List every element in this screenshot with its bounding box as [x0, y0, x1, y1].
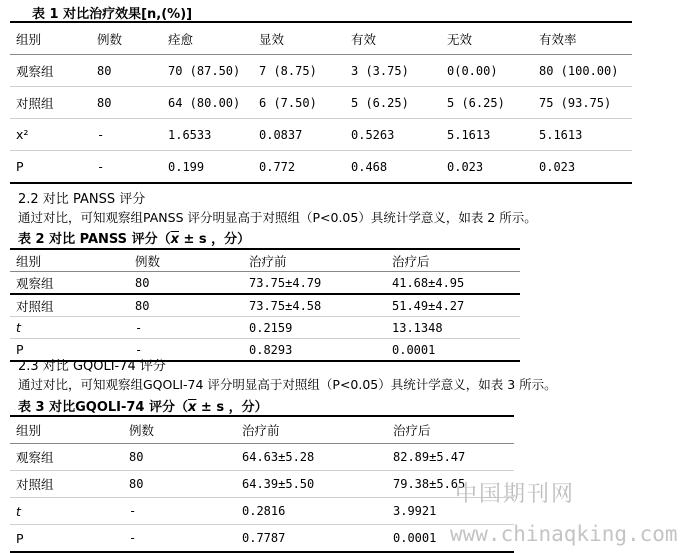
table2-cell: 73.75±4.58 [243, 294, 386, 317]
table2-caption-mean-symbol: $\overline{x}$ [170, 232, 179, 247]
table1-cell: 观察组 [10, 55, 91, 87]
table1-cell: 6 (7.50) [253, 87, 345, 119]
table1-cell: 75 (93.75) [533, 87, 632, 119]
table2-row [10, 272, 520, 295]
section-heading-2-2: 2.2 对比 PANSS 评分 [18, 192, 146, 207]
table1-row [10, 55, 632, 87]
table1-row [10, 87, 632, 119]
table3-caption-prefix: 表 3 对比GQOLI-74 评分（ [18, 400, 189, 415]
table3-header-row [10, 416, 514, 444]
table1-cell: 3 (3.75) [345, 55, 441, 87]
watermark-url: www.chinaqking.com [450, 522, 678, 546]
table2-cell: 41.68±4.95 [386, 272, 520, 295]
table3-row [10, 498, 514, 525]
table1-cell: - [97, 159, 105, 174]
table1-header-row [10, 22, 632, 55]
table3-cell: 80 [123, 444, 236, 471]
table3-cell: 0.7787 [242, 531, 286, 545]
table2-row [10, 294, 520, 317]
table3-cell: 79.38±5.65 [387, 471, 514, 498]
table3-header-cell: 治疗前 [236, 416, 387, 444]
table1-cell: x² [10, 119, 91, 151]
table2-cell: 0.8293 [249, 342, 293, 357]
table1-row [10, 119, 632, 151]
section-heading-2-3: 2.3 对比 GQOLI-74 评分 [18, 359, 166, 374]
table2-cell: - [135, 342, 143, 357]
table2 [10, 248, 520, 362]
table1-cell: 对照组 [10, 87, 91, 119]
table1-cell: 5.1613 [441, 119, 533, 151]
table3-header-cell: 治疗后 [387, 416, 514, 444]
table2-caption-suffix: ± s ，分） [178, 232, 251, 247]
table1-cell: 0.023 [447, 159, 484, 174]
table1-cell: - [91, 119, 162, 151]
table1-cell: 0(0.00) [441, 55, 533, 87]
table2-cell: - [129, 317, 243, 339]
table3-cell: 0.2816 [236, 498, 387, 525]
table1-cell: 1.6533 [162, 119, 253, 151]
table1-cell: 5 (6.25) [345, 87, 441, 119]
table2-header-row [10, 249, 520, 272]
table2-cell: 观察组 [10, 272, 129, 295]
table3-cell: 观察组 [10, 444, 123, 471]
table2-cell: t [10, 317, 129, 339]
table3-cell: 对照组 [10, 471, 123, 498]
table1-header-cell: 组别 [10, 22, 91, 55]
table3-header-cell: 例数 [123, 416, 236, 444]
table3-header-cell: 组别 [10, 416, 123, 444]
table3-caption-mean-symbol: $\overline{x}$ [188, 400, 197, 415]
table2-row [10, 317, 520, 339]
table1-caption: 表 1 对比治疗效果[n,(%)] [32, 7, 193, 22]
table3-cell: 82.89±5.47 [387, 444, 514, 471]
table3-cell: - [123, 498, 236, 525]
table2-cell: 80 [129, 272, 243, 295]
table1-cell: 0.468 [351, 159, 388, 174]
table2-cell: 0.0001 [392, 342, 436, 357]
table1-row [10, 151, 632, 184]
table2-cell: P [16, 342, 24, 357]
table1-header-cell: 例数 [91, 22, 162, 55]
table2-header-cell: 组别 [10, 249, 129, 272]
table2-caption-prefix: 表 2 对比 PANSS 评分（ [18, 232, 171, 247]
table2-cell: 对照组 [10, 294, 129, 317]
table1-cell: 0.199 [168, 159, 205, 174]
table1-cell: 0.0837 [253, 119, 345, 151]
table2-header-cell: 治疗前 [243, 249, 386, 272]
table1-header-cell: 有效 [345, 22, 441, 55]
table3-cell: 3.9921 [387, 498, 514, 525]
table1-cell: 0.023 [539, 159, 576, 174]
section-paragraph-2-2: 通过对比，可知观察组PANSS 评分明显高于对照组（P<0.05）具统计学意义，如表 2 所示。 [18, 210, 537, 225]
table1-header-cell: 显效 [253, 22, 345, 55]
table1 [10, 21, 632, 184]
table3-cell: 64.39±5.50 [236, 471, 387, 498]
table3 [10, 415, 514, 553]
table3-cell: t [10, 498, 123, 525]
table1-cell: 80 (100.00) [533, 55, 632, 87]
table1-header-cell: 有效率 [533, 22, 632, 55]
table3-cell: 0.0001 [393, 531, 437, 545]
table2-cell: 73.75±4.79 [243, 272, 386, 295]
table2-cell: 13.1348 [386, 317, 520, 339]
table3-caption [18, 396, 268, 415]
table1-cell: 7 (8.75) [253, 55, 345, 87]
table2-cell: 0.2159 [243, 317, 386, 339]
table2-header-cell: 治疗后 [386, 249, 520, 272]
table1-header-cell: 无效 [441, 22, 533, 55]
section-paragraph-2-3: 通过对比，可知观察组GQOLI-74 评分明显高于对照组（P<0.05）具统计学意义，如表 3 所示。 [18, 377, 557, 392]
table2-cell: 80 [129, 294, 243, 317]
watermark-site-name: 中国期刊网 [455, 482, 576, 507]
table2-cell: 51.49±4.27 [386, 294, 520, 317]
table1-cell: 64 (80.00) [162, 87, 253, 119]
table3-cell: 80 [123, 471, 236, 498]
table1-header-cell: 痊愈 [162, 22, 253, 55]
table3-caption-suffix: ± s ，分） [196, 400, 268, 415]
table1-cell: 70 (87.50) [162, 55, 253, 87]
table3-cell: - [129, 531, 137, 545]
table1-cell: 80 [91, 55, 162, 87]
table3-cell: P [16, 530, 24, 546]
table2-header-cell: 例数 [129, 249, 243, 272]
table3-cell: 64.63±5.28 [236, 444, 387, 471]
table1-cell: 0.772 [259, 159, 296, 174]
table1-cell: 0.5263 [345, 119, 441, 151]
table3-row [10, 471, 514, 498]
table1-cell: P [16, 159, 24, 174]
table1-cell: 5.1613 [533, 119, 632, 151]
table2-caption [18, 228, 250, 247]
table1-cell: 80 [91, 87, 162, 119]
table1-cell: 5 (6.25) [441, 87, 533, 119]
table3-row [10, 444, 514, 471]
